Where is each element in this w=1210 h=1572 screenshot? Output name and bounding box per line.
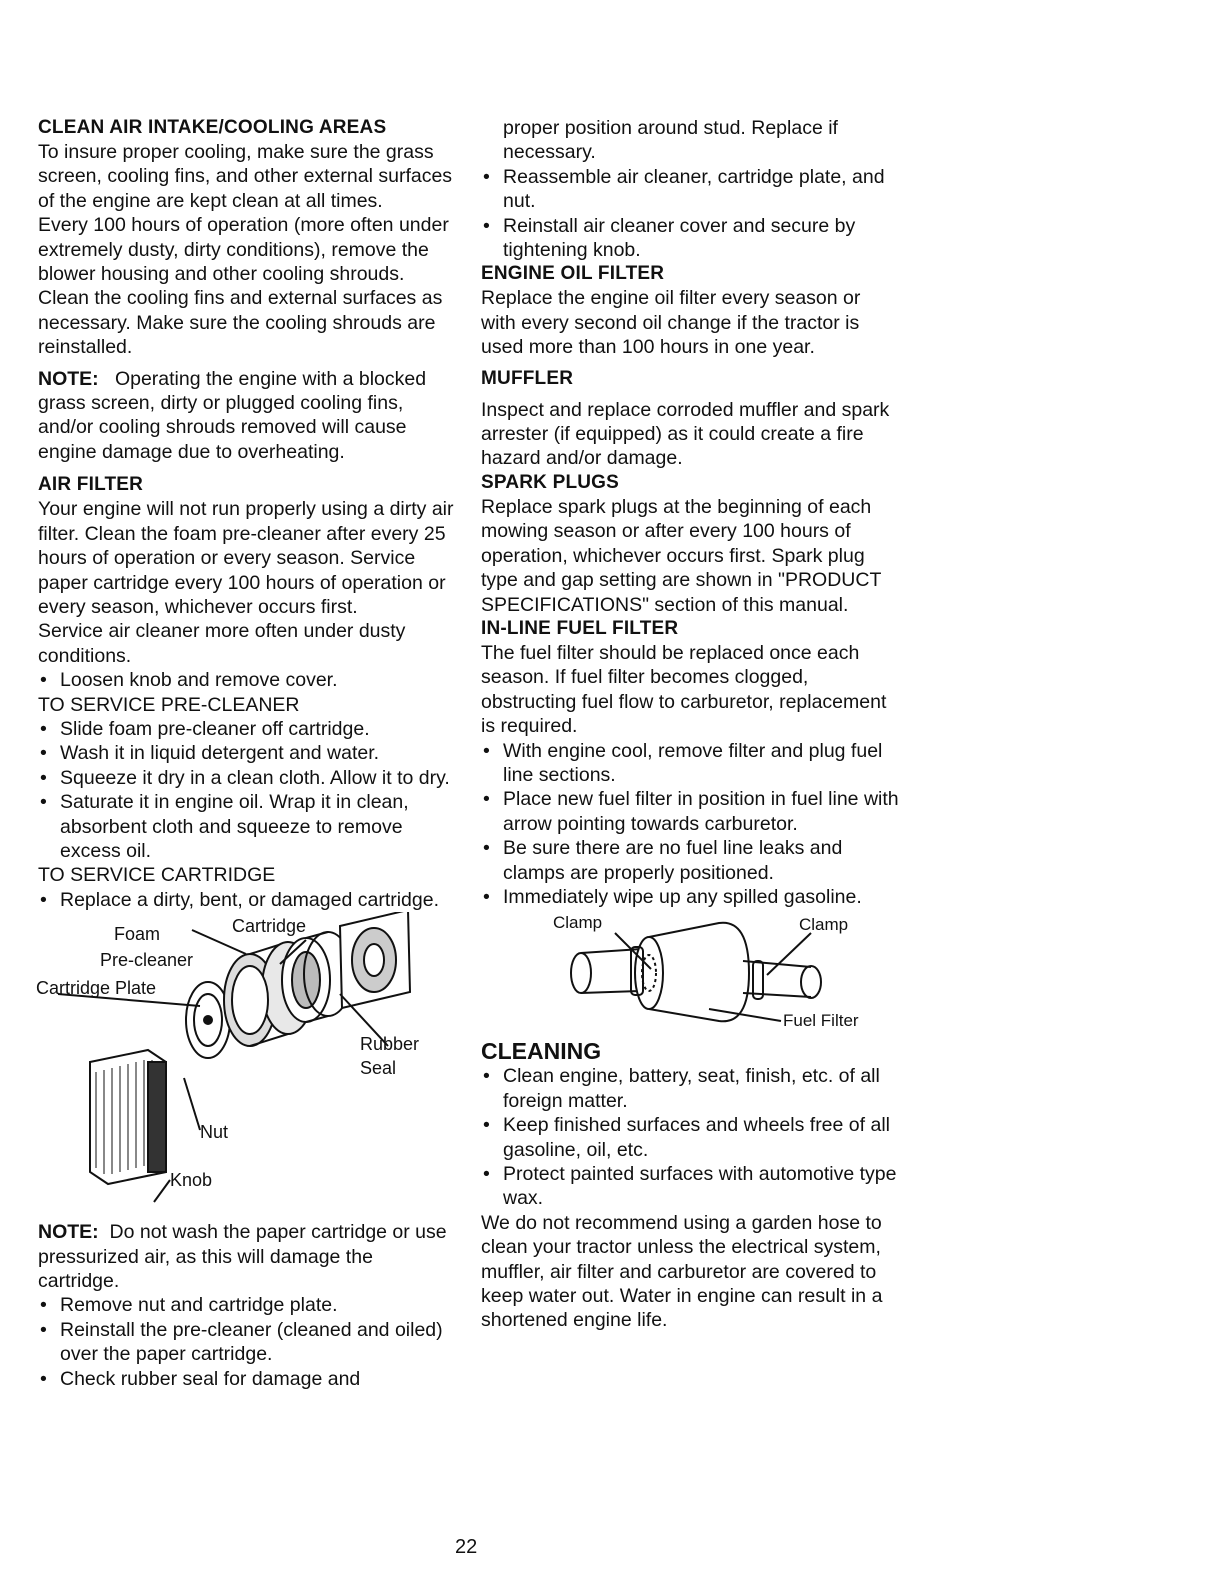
list-item: • Remove nut and cartridge plate.: [38, 1293, 458, 1317]
spark-plugs-heading: SPARK PLUGS: [481, 471, 620, 493]
air-filter-cover-list: [38, 668, 458, 692]
list-item: • Squeeze it dry in a clean cloth. Allow it to dry.: [38, 766, 458, 790]
list-item: • Reinstall the pre-cleaner (cleaned and oiled) over the paper cartridge.: [38, 1318, 458, 1367]
fuel-filter-list: [481, 739, 899, 910]
page-number: 22: [455, 1536, 478, 1558]
list-item: • Saturate it in engine oil. Wrap it in clean, absorbent cloth and squeeze to remove excess oil.: [38, 790, 458, 863]
right-column: [481, 116, 899, 1333]
cartridge-plate-label: Cartridge Plate: [36, 978, 157, 999]
note-label: NOTE:: [38, 1221, 99, 1244]
oil-filter-text: Replace the engine oil filter every season or with every second oil change if the tractor is used more than 100 hours in one year.: [481, 287, 861, 359]
list-item: • Check rubber seal for damage and: [38, 1367, 458, 1391]
cartridge-note: [38, 1220, 458, 1293]
pre-cleaner-title: TO SERVICE PRE-CLEANER: [38, 693, 300, 716]
clamp-left-label: Clamp: [553, 913, 603, 933]
air-filter-paragraph-1: Your engine will not run properly using a dirty air filter. Clean the foam pre-cleaner after every 25 hours of operation or every season. Service paper cartridge every 100 hours of operation or every season, whichever occurs first.: [38, 498, 454, 618]
list-item: • Reinstall air cleaner cover and secure by tightening knob.: [481, 214, 899, 263]
rubber-label: Rubber: [360, 1034, 420, 1055]
list-item: • Keep finished surfaces and wheels free of all gasoline, oil, etc.: [481, 1113, 899, 1162]
cartridge-label: Cartridge: [232, 916, 307, 937]
air-filter-heading: AIR FILTER: [38, 474, 144, 496]
list-item-continued: proper position around stud. Replace if necessary.: [503, 117, 838, 164]
air-filter-diagram: [38, 912, 458, 1220]
list-item: • Place new fuel filter in position in fuel line with arrow pointing towards carburetor.: [481, 787, 899, 836]
pre-cleaner-list: [38, 717, 458, 863]
muffler-text: Inspect and replace corroded muffler and spark arrester (if equipped) as it could create a fire hazard and/or damage.: [481, 398, 890, 470]
list-item: • Clean engine, battery, seat, finish, etc. of all foreign matter.: [481, 1064, 899, 1113]
clean-air-paragraph-1: To insure proper cooling, make sure the grass screen, cooling fins, and other external surfaces of the engine are kept clean at all times.: [38, 141, 453, 212]
cartridge-list: [38, 888, 458, 912]
clean-air-note: [38, 367, 458, 465]
cartridge-steps-list: [38, 1293, 458, 1391]
note-text: Operating the engine with a blocked grass screen, dirty or plugged cooling fins, and/or cooling shrouds removed will cause engine damage due to overheating.: [38, 367, 427, 463]
list-item: • Loosen knob and remove cover.: [38, 668, 458, 692]
list-item: • Immediately wipe up any spilled gasoline.: [481, 885, 899, 909]
cleaning-list: [481, 1064, 899, 1210]
cleaning-heading: CLEANING: [481, 1038, 602, 1065]
list-item: • Be sure there are no fuel line leaks and clamps are properly positioned.: [481, 836, 899, 885]
cleaning-text: We do not recommend using a garden hose to clean your tractor unless the electrical system, muffler, air filter and carburetor are covered to keep water out. Water in engine can result in a shortened engine life.: [481, 1211, 883, 1332]
list-item: • Reassemble air cleaner, cartridge plate, and nut.: [481, 165, 899, 214]
oil-filter-heading: ENGINE OIL FILTER: [481, 263, 665, 285]
list-item: • Replace a dirty, bent, or damaged cartridge.: [38, 888, 458, 912]
fuel-filter-heading: IN-LINE FUEL FILTER: [481, 617, 679, 639]
muffler-heading: MUFFLER: [481, 367, 574, 389]
list-item: • Slide foam pre-cleaner off cartridge.: [38, 717, 458, 741]
list-item: • With engine cool, remove filter and plug fuel line sections.: [481, 739, 899, 788]
left-column: [38, 116, 458, 1391]
clean-air-heading: CLEAN AIR INTAKE/COOLING AREAS: [38, 117, 387, 138]
cartridge-title: TO SERVICE CARTRIDGE: [38, 864, 276, 887]
clamp-right-label: Clamp: [799, 915, 849, 935]
note-text: Do not wash the paper cartridge or use pressurized air, as this will damage the cartridge.: [38, 1221, 447, 1292]
spark-plugs-text: Replace spark plugs at the beginning of each mowing season or after every 100 hours of operation, whichever occurs first. Spark plug type and gap setting are shown in "PRODUCT SPECIFICATIONS" section of this manual.: [481, 495, 882, 616]
fuel-filter-label: Fuel Filter: [783, 1011, 859, 1031]
pre-cleaner-label: Pre-cleaner: [100, 950, 194, 971]
continued-list: [481, 116, 899, 262]
fuel-filter-diagram: [481, 909, 899, 1034]
note-label: NOTE:: [38, 367, 99, 390]
foam-label: Foam: [114, 924, 161, 945]
list-item: • Protect painted surfaces with automotive type wax.: [481, 1162, 899, 1211]
air-filter-paragraph-2: Service air cleaner more often under dusty conditions.: [38, 620, 406, 667]
nut-label: Nut: [200, 1122, 229, 1143]
clean-air-paragraph-2: Every 100 hours of operation (more often under extremely dusty, dirty conditions), remove the blower housing and other cooling shrouds. Clean the cooling fins and external surfaces as necessary. Make sure the cooling shrouds are reinstalled.: [38, 214, 449, 359]
fuel-filter-text: The fuel filter should be replaced once each season. If fuel filter becomes clogged, obstructing fuel flow to carburetor, replacement is required.: [481, 641, 887, 738]
list-item: • Wash it in liquid detergent and water.: [38, 741, 458, 765]
knob-label: Knob: [170, 1170, 213, 1191]
seal-label: Seal: [360, 1058, 397, 1079]
